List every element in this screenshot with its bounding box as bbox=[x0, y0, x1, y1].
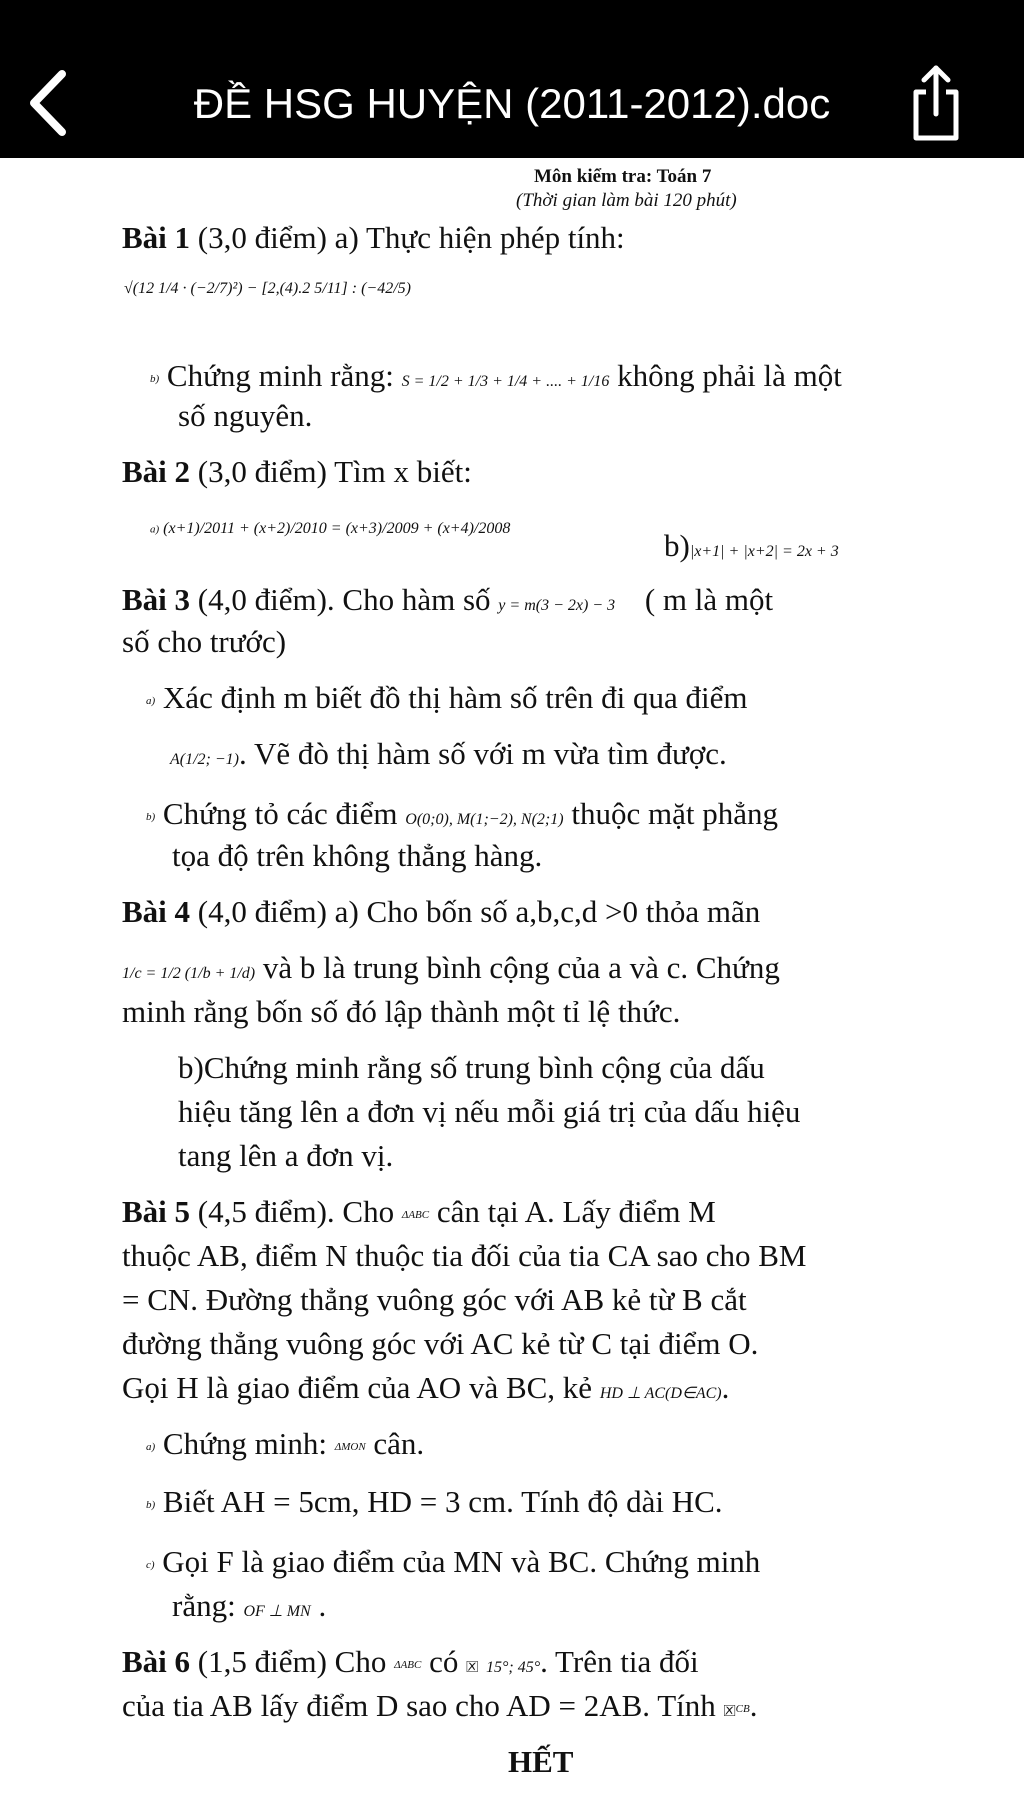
bai3-b-text3: tọa độ trên không thẳng hàng. bbox=[172, 838, 543, 873]
exam-time: (Thời gian làm bài 120 phút) bbox=[516, 190, 737, 211]
bai3-points: (4,0 điểm). Cho hàm số bbox=[190, 582, 491, 617]
end-marker: HẾT bbox=[508, 1744, 574, 1779]
bai2-a-formula: (x+1)/2011 + (x+2)/2010 = (x+3)/2009 + (x+4)/2008 bbox=[163, 520, 511, 537]
bai6-co: có bbox=[429, 1644, 459, 1679]
bai1-title bbox=[122, 220, 625, 256]
bai6-line2 bbox=[122, 1688, 757, 1724]
bai1-b-line bbox=[150, 358, 842, 394]
bai6-angles: 15°; 45° bbox=[485, 1659, 541, 1676]
bai5-line1b: cân tại A. Lấy điểm M bbox=[436, 1194, 716, 1229]
bai5-triangle: ΔABC bbox=[401, 1208, 430, 1221]
bai1-b-text3: số nguyên. bbox=[178, 398, 313, 433]
bai1-b-formula: S = 1/2 + 1/3 + 1/4 + .... + 1/16 bbox=[401, 373, 610, 390]
bai5-line5-end: . bbox=[721, 1370, 730, 1405]
bai1-b-marker: b) bbox=[150, 372, 160, 385]
bai2-title bbox=[122, 454, 472, 490]
bai2-b-marker: b) bbox=[664, 528, 690, 563]
bai5-line3: = CN. Đường thẳng vuông góc với AB kẻ từ B cắt bbox=[122, 1282, 747, 1317]
missing-glyph-icon-2: 🗵 bbox=[723, 1703, 736, 1720]
bai5-line4: đường thẳng vuông góc với AC kẻ từ C tại điểm O. bbox=[122, 1326, 759, 1361]
bai3-b-marker: b) bbox=[146, 810, 156, 823]
bai3-a-marker: a) bbox=[146, 694, 156, 707]
bai3-tail: ( m là một bbox=[644, 582, 774, 617]
bai3-a-point: A(1/2; −1) bbox=[170, 751, 239, 768]
bai4-label: Bài 4 bbox=[122, 894, 191, 929]
bai2-label: Bài 2 bbox=[122, 454, 191, 489]
bai5-line2: thuộc AB, điểm N thuộc tia đối của tia CA sao cho BM bbox=[122, 1238, 807, 1273]
bai4-points: (4,0 điểm) a) Cho bốn số a,b,c,d >0 thỏa mãn bbox=[190, 894, 761, 929]
bai6-text2: . Trên tia đối bbox=[540, 1644, 699, 1679]
bai2-points: (3,0 điểm) Tìm x biết: bbox=[190, 454, 472, 489]
bai5-label: Bài 5 bbox=[122, 1194, 191, 1229]
bai3-a-text: Xác định m biết đồ thị hàm số trên đi qua điểm bbox=[162, 680, 748, 715]
bai3-line2: số cho trước) bbox=[122, 624, 287, 659]
missing-glyph-icon: 🗵 bbox=[466, 1659, 479, 1676]
bai5-line5 bbox=[122, 1370, 729, 1406]
bai4-b2: hiệu tăng lên a đơn vị nếu mỗi giá trị của dấu hiệu bbox=[178, 1094, 801, 1129]
bai4-b1: b)Chứng minh rằng số trung bình cộng của dấu bbox=[178, 1050, 765, 1085]
bai6-title bbox=[122, 1644, 699, 1680]
bai3-b-points: O(0;0), M(1;−2), N(2;1) bbox=[405, 811, 564, 828]
bai1-b-text2: không phải là một bbox=[617, 358, 842, 393]
bai5-b-marker: b) bbox=[146, 1498, 156, 1511]
bai3-a-line bbox=[146, 680, 748, 716]
bai6-label: Bài 6 bbox=[122, 1644, 191, 1679]
bai5-a-text: Chứng minh: bbox=[162, 1426, 327, 1461]
bai5-a-marker: a) bbox=[146, 1440, 156, 1453]
bai1-expression: √(12 1/4 · (−2/7)²) − [2,(4).2 5/11] : (−42/5) bbox=[124, 280, 411, 297]
bai5-points: (4,5 điểm). Cho bbox=[190, 1194, 395, 1229]
bai2-a-line bbox=[150, 520, 510, 538]
bai3-label: Bài 3 bbox=[122, 582, 191, 617]
bai1-label: Bài 1 bbox=[122, 220, 191, 255]
bai3-a-line2 bbox=[170, 736, 727, 772]
bai5-line5-formula: HD ⊥ AC(D∈AC) bbox=[599, 1385, 722, 1402]
bai3-function: y = m(3 − 2x) − 3 bbox=[498, 597, 616, 614]
bai4-text2: và b là trung bình cộng của a và c. Chứng bbox=[262, 950, 780, 985]
bai5-line5-text: Gọi H là giao điểm của AO và BC, kẻ bbox=[122, 1370, 593, 1405]
bai3-b-line bbox=[146, 796, 778, 832]
app-header bbox=[0, 0, 1024, 158]
bai4-line3: minh rằng bốn số đó lập thành một tỉ lệ thức. bbox=[122, 994, 681, 1029]
bai5-a-line bbox=[146, 1426, 424, 1462]
bai1-points: (3,0 điểm) a) Thực hiện phép tính: bbox=[190, 220, 625, 255]
bai4-formula: 1/c = 1/2 (1/b + 1/d) bbox=[122, 965, 256, 982]
document-page[interactable] bbox=[0, 158, 1024, 1820]
bai5-c-line bbox=[146, 1544, 760, 1580]
bai3-b-text: Chứng tỏ các điểm bbox=[162, 796, 398, 831]
exam-subject: Môn kiểm tra: Toán 7 bbox=[534, 166, 712, 187]
bai5-c-text: Gọi F là giao điểm của MN và BC. Chứng minh bbox=[162, 1544, 761, 1579]
bai5-b-text: Biết AH = 5cm, HD = 3 cm. Tính độ dài HC. bbox=[162, 1484, 723, 1519]
bai6-angle-target: CB bbox=[735, 1702, 750, 1715]
bai2-b-formula: |x+1| + |x+2| = 2x + 3 bbox=[689, 543, 839, 560]
share-icon[interactable] bbox=[906, 60, 966, 144]
bai5-b-line bbox=[146, 1484, 723, 1520]
bai5-title bbox=[122, 1194, 716, 1230]
bai5-c-marker: c) bbox=[146, 1558, 155, 1571]
bai3-a-text2: . Vẽ đò thị hàm số với m vừa tìm được. bbox=[239, 736, 727, 771]
bai5-a-text2: cân. bbox=[373, 1426, 425, 1461]
bai6-end: . bbox=[749, 1688, 758, 1723]
bai6-triangle: ΔABC bbox=[394, 1658, 422, 1671]
bai5-c-end: . bbox=[318, 1588, 327, 1623]
document-title: ĐỀ HSG HUYỆN (2011-2012).doc bbox=[193, 80, 831, 127]
bai1-b-text: Chứng minh rằng: bbox=[166, 358, 394, 393]
bai2-a-marker: a) bbox=[150, 523, 160, 536]
bai5-a-triangle: ΔMON bbox=[334, 1440, 366, 1453]
bai5-c-line2 bbox=[172, 1588, 326, 1624]
bai4-line2 bbox=[122, 950, 780, 986]
bai6-points: (1,5 điểm) Cho bbox=[190, 1644, 387, 1679]
bai3-b-text2: thuộc mặt phẳng bbox=[571, 796, 778, 831]
bai2-b-line bbox=[664, 528, 839, 564]
bai4-title bbox=[122, 894, 760, 930]
bai6-line2-text: của tia AB lấy điểm D sao cho AD = 2AB. Tính bbox=[122, 1688, 716, 1723]
bai5-c-formula: OF ⊥ MN bbox=[243, 1603, 311, 1620]
bai5-c-text2: rằng: bbox=[172, 1588, 236, 1623]
bai4-b3: tang lên a đơn vị. bbox=[178, 1138, 394, 1173]
bai3-title bbox=[122, 582, 773, 618]
